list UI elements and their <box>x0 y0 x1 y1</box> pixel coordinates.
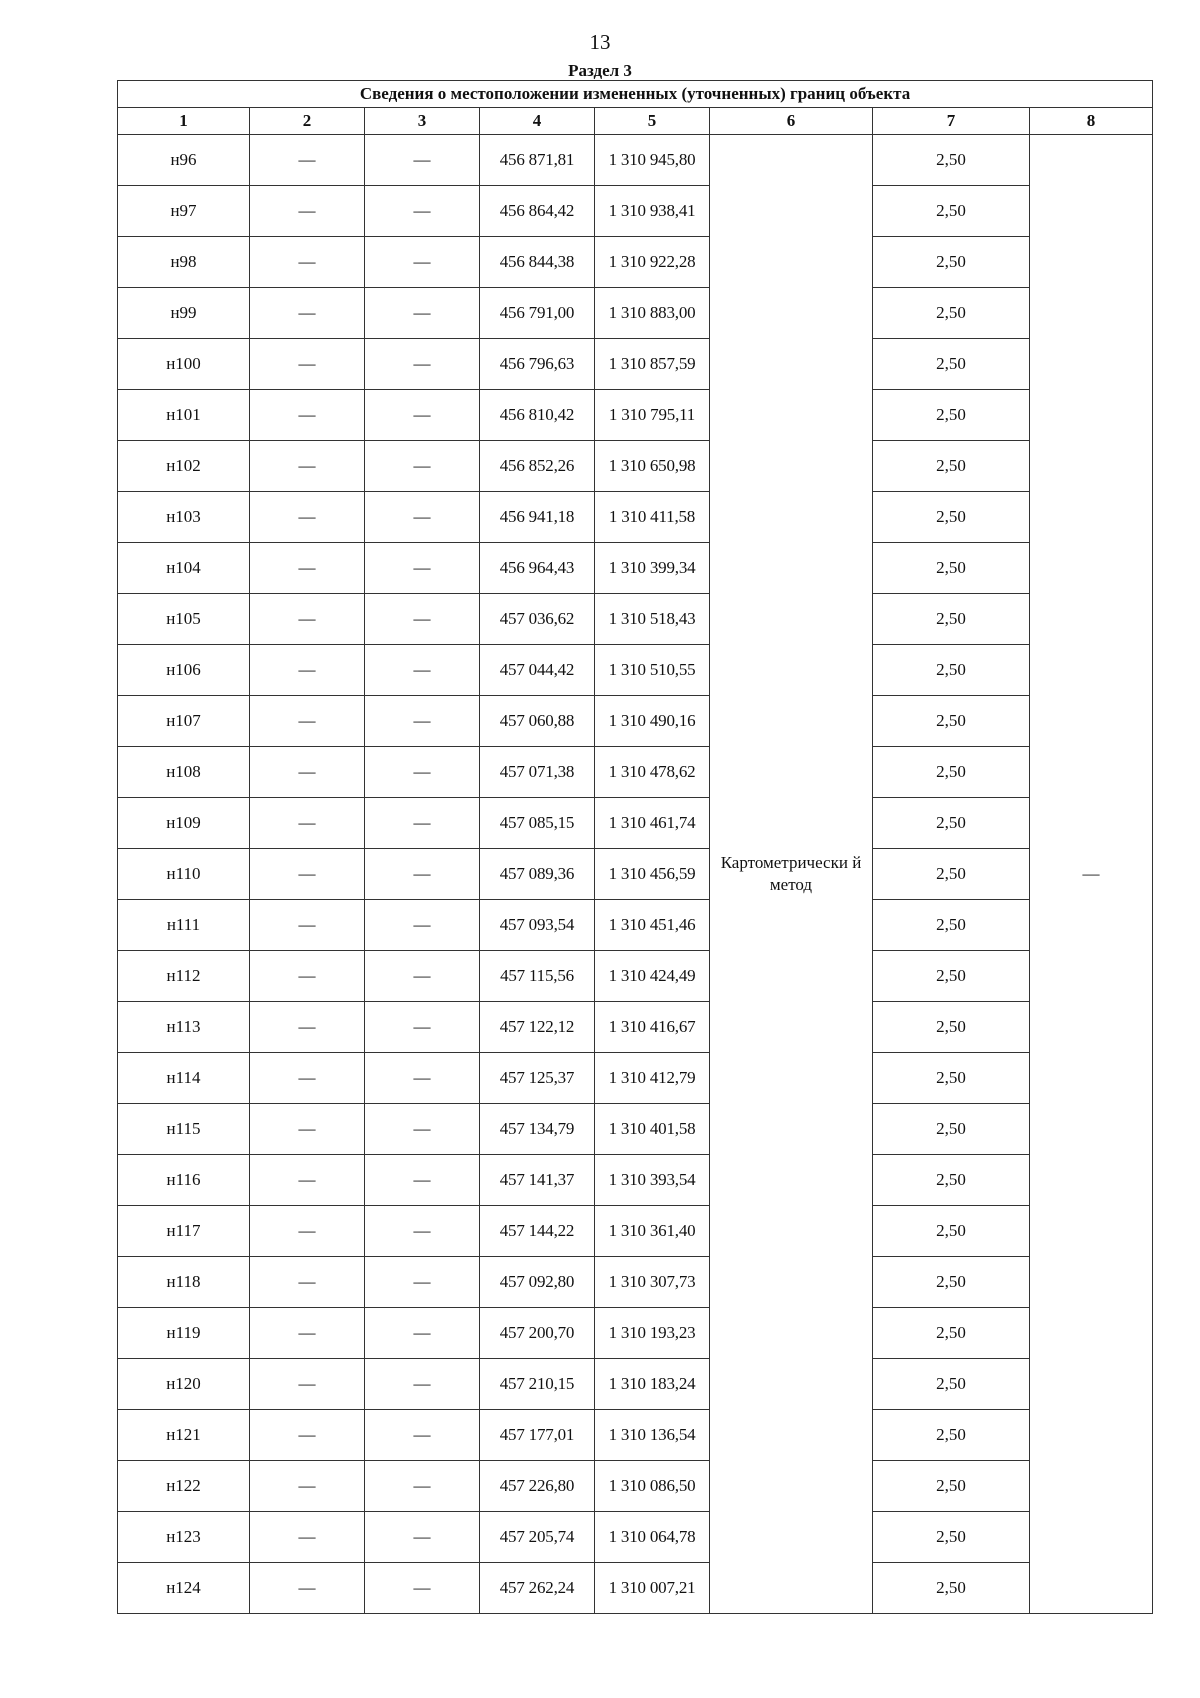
table-row <box>118 1002 1153 1053</box>
column-3-cell: — <box>365 900 480 951</box>
table-row <box>118 441 1153 492</box>
point-cell: н114 <box>118 1053 250 1104</box>
accuracy-cell: 2,50 <box>873 747 1030 798</box>
point-cell: н99 <box>118 288 250 339</box>
point-cell: н100 <box>118 339 250 390</box>
column-number-7: 7 <box>873 108 1030 135</box>
table-row <box>118 1308 1153 1359</box>
column-number-8: 8 <box>1030 108 1153 135</box>
table-row <box>118 186 1153 237</box>
y-coordinate-cell: 1 310 424,49 <box>595 951 710 1002</box>
accuracy-cell: 2,50 <box>873 543 1030 594</box>
y-coordinate-cell: 1 310 007,21 <box>595 1563 710 1614</box>
column-3-cell: — <box>365 1461 480 1512</box>
y-coordinate-cell: 1 310 883,00 <box>595 288 710 339</box>
point-cell: н115 <box>118 1104 250 1155</box>
x-coordinate-cell: 457 092,80 <box>480 1257 595 1308</box>
table-caption: Сведения о местоположении измененных (уточненных) границ объекта <box>118 81 1153 108</box>
table-row <box>118 798 1153 849</box>
point-cell: н112 <box>118 951 250 1002</box>
column-2-cell: — <box>250 900 365 951</box>
x-coordinate-cell: 457 205,74 <box>480 1512 595 1563</box>
column-3-cell: — <box>365 288 480 339</box>
column-3-cell: — <box>365 1155 480 1206</box>
y-coordinate-cell: 1 310 361,40 <box>595 1206 710 1257</box>
y-coordinate-cell: 1 310 857,59 <box>595 339 710 390</box>
y-coordinate-cell: 1 310 478,62 <box>595 747 710 798</box>
accuracy-cell: 2,50 <box>873 339 1030 390</box>
y-coordinate-cell: 1 310 064,78 <box>595 1512 710 1563</box>
table-row <box>118 390 1153 441</box>
column-2-cell: — <box>250 237 365 288</box>
y-coordinate-cell: 1 310 922,28 <box>595 237 710 288</box>
x-coordinate-cell: 457 036,62 <box>480 594 595 645</box>
column-3-cell: — <box>365 441 480 492</box>
x-coordinate-cell: 457 071,38 <box>480 747 595 798</box>
column-3-cell: — <box>365 1563 480 1614</box>
table-row <box>118 849 1153 900</box>
accuracy-cell: 2,50 <box>873 798 1030 849</box>
column-3-cell: — <box>365 186 480 237</box>
x-coordinate-cell: 457 226,80 <box>480 1461 595 1512</box>
accuracy-cell: 2,50 <box>873 1002 1030 1053</box>
x-coordinate-cell: 456 810,42 <box>480 390 595 441</box>
y-coordinate-cell: 1 310 650,98 <box>595 441 710 492</box>
column-2-cell: — <box>250 1104 365 1155</box>
column-3-cell: — <box>365 237 480 288</box>
table-row <box>118 900 1153 951</box>
x-coordinate-cell: 456 864,42 <box>480 186 595 237</box>
column-2-cell: — <box>250 1002 365 1053</box>
y-coordinate-cell: 1 310 399,34 <box>595 543 710 594</box>
column-2-cell: — <box>250 747 365 798</box>
y-coordinate-cell: 1 310 193,23 <box>595 1308 710 1359</box>
x-coordinate-cell: 457 093,54 <box>480 900 595 951</box>
column-number-2: 2 <box>250 108 365 135</box>
accuracy-cell: 2,50 <box>873 288 1030 339</box>
point-cell: н116 <box>118 1155 250 1206</box>
table-row <box>118 1410 1153 1461</box>
table-row <box>118 747 1153 798</box>
point-cell: н113 <box>118 1002 250 1053</box>
y-coordinate-cell: 1 310 136,54 <box>595 1410 710 1461</box>
table-row <box>118 594 1153 645</box>
column-8-cell: — <box>1030 135 1153 1614</box>
x-coordinate-cell: 456 791,00 <box>480 288 595 339</box>
table-row <box>118 645 1153 696</box>
column-3-cell: — <box>365 696 480 747</box>
column-2-cell: — <box>250 390 365 441</box>
accuracy-cell: 2,50 <box>873 1410 1030 1461</box>
accuracy-cell: 2,50 <box>873 186 1030 237</box>
column-number-5: 5 <box>595 108 710 135</box>
page-number: 13 <box>589 30 611 54</box>
column-2-cell: — <box>250 696 365 747</box>
column-number-row <box>118 108 1153 135</box>
column-2-cell: — <box>250 543 365 594</box>
point-cell: н109 <box>118 798 250 849</box>
table-row <box>118 951 1153 1002</box>
column-3-cell: — <box>365 645 480 696</box>
column-2-cell: — <box>250 1461 365 1512</box>
x-coordinate-cell: 457 144,22 <box>480 1206 595 1257</box>
table-row <box>118 696 1153 747</box>
column-2-cell: — <box>250 288 365 339</box>
column-3-cell: — <box>365 543 480 594</box>
table-row <box>118 1104 1153 1155</box>
x-coordinate-cell: 457 210,15 <box>480 1359 595 1410</box>
x-coordinate-cell: 457 125,37 <box>480 1053 595 1104</box>
accuracy-cell: 2,50 <box>873 1104 1030 1155</box>
accuracy-cell: 2,50 <box>873 594 1030 645</box>
column-2-cell: — <box>250 951 365 1002</box>
column-3-cell: — <box>365 390 480 441</box>
column-3-cell: — <box>365 747 480 798</box>
y-coordinate-cell: 1 310 518,43 <box>595 594 710 645</box>
y-coordinate-cell: 1 310 411,58 <box>595 492 710 543</box>
accuracy-cell: 2,50 <box>873 1461 1030 1512</box>
method-cell: Картометрически й метод <box>710 135 873 1614</box>
table-body <box>118 135 1153 1614</box>
point-cell: н122 <box>118 1461 250 1512</box>
column-2-cell: — <box>250 1563 365 1614</box>
point-cell: н96 <box>118 135 250 186</box>
x-coordinate-cell: 457 115,56 <box>480 951 595 1002</box>
column-2-cell: — <box>250 1155 365 1206</box>
point-cell: н103 <box>118 492 250 543</box>
y-coordinate-cell: 1 310 183,24 <box>595 1359 710 1410</box>
table-row <box>118 1206 1153 1257</box>
y-coordinate-cell: 1 310 945,80 <box>595 135 710 186</box>
accuracy-cell: 2,50 <box>873 849 1030 900</box>
x-coordinate-cell: 456 852,26 <box>480 441 595 492</box>
table-row <box>118 339 1153 390</box>
accuracy-cell: 2,50 <box>873 441 1030 492</box>
x-coordinate-cell: 457 122,12 <box>480 1002 595 1053</box>
table-row <box>118 543 1153 594</box>
column-3-cell: — <box>365 798 480 849</box>
point-cell: н108 <box>118 747 250 798</box>
accuracy-cell: 2,50 <box>873 390 1030 441</box>
column-3-cell: — <box>365 1002 480 1053</box>
column-2-cell: — <box>250 798 365 849</box>
column-2-cell: — <box>250 1206 365 1257</box>
table-row <box>118 1461 1153 1512</box>
x-coordinate-cell: 457 134,79 <box>480 1104 595 1155</box>
accuracy-cell: 2,50 <box>873 1257 1030 1308</box>
y-coordinate-cell: 1 310 461,74 <box>595 798 710 849</box>
point-cell: н110 <box>118 849 250 900</box>
accuracy-cell: 2,50 <box>873 645 1030 696</box>
point-cell: н121 <box>118 1410 250 1461</box>
column-3-cell: — <box>365 849 480 900</box>
column-3-cell: — <box>365 1104 480 1155</box>
column-3-cell: — <box>365 951 480 1002</box>
table-row <box>118 492 1153 543</box>
x-coordinate-cell: 456 871,81 <box>480 135 595 186</box>
accuracy-cell: 2,50 <box>873 900 1030 951</box>
point-cell: н105 <box>118 594 250 645</box>
accuracy-cell: 2,50 <box>873 1206 1030 1257</box>
column-3-cell: — <box>365 135 480 186</box>
accuracy-cell: 2,50 <box>873 951 1030 1002</box>
column-2-cell: — <box>250 1053 365 1104</box>
column-3-cell: — <box>365 1257 480 1308</box>
section-title: Раздел 3 <box>568 61 632 80</box>
table-row <box>118 237 1153 288</box>
y-coordinate-cell: 1 310 416,67 <box>595 1002 710 1053</box>
column-3-cell: — <box>365 1410 480 1461</box>
table-row <box>118 1155 1153 1206</box>
point-cell: н120 <box>118 1359 250 1410</box>
column-2-cell: — <box>250 135 365 186</box>
accuracy-cell: 2,50 <box>873 1308 1030 1359</box>
accuracy-cell: 2,50 <box>873 135 1030 186</box>
point-cell: н107 <box>118 696 250 747</box>
column-2-cell: — <box>250 186 365 237</box>
accuracy-cell: 2,50 <box>873 1563 1030 1614</box>
x-coordinate-cell: 457 060,88 <box>480 696 595 747</box>
x-coordinate-cell: 457 177,01 <box>480 1410 595 1461</box>
x-coordinate-cell: 457 089,36 <box>480 849 595 900</box>
point-cell: н98 <box>118 237 250 288</box>
y-coordinate-cell: 1 310 795,11 <box>595 390 710 441</box>
accuracy-cell: 2,50 <box>873 492 1030 543</box>
column-2-cell: — <box>250 339 365 390</box>
y-coordinate-cell: 1 310 401,58 <box>595 1104 710 1155</box>
y-coordinate-cell: 1 310 456,59 <box>595 849 710 900</box>
x-coordinate-cell: 457 262,24 <box>480 1563 595 1614</box>
table-row <box>118 1512 1153 1563</box>
x-coordinate-cell: 457 200,70 <box>480 1308 595 1359</box>
point-cell: н102 <box>118 441 250 492</box>
column-number-6: 6 <box>710 108 873 135</box>
y-coordinate-cell: 1 310 393,54 <box>595 1155 710 1206</box>
column-3-cell: — <box>365 1359 480 1410</box>
column-number-1: 1 <box>118 108 250 135</box>
column-2-cell: — <box>250 645 365 696</box>
column-2-cell: — <box>250 849 365 900</box>
table-row <box>118 135 1153 186</box>
point-cell: н97 <box>118 186 250 237</box>
column-3-cell: — <box>365 1053 480 1104</box>
point-cell: н123 <box>118 1512 250 1563</box>
column-3-cell: — <box>365 1308 480 1359</box>
column-3-cell: — <box>365 492 480 543</box>
column-2-cell: — <box>250 1257 365 1308</box>
y-coordinate-cell: 1 310 307,73 <box>595 1257 710 1308</box>
y-coordinate-cell: 1 310 412,79 <box>595 1053 710 1104</box>
table-row <box>118 1257 1153 1308</box>
column-2-cell: — <box>250 1308 365 1359</box>
accuracy-cell: 2,50 <box>873 237 1030 288</box>
y-coordinate-cell: 1 310 086,50 <box>595 1461 710 1512</box>
y-coordinate-cell: 1 310 490,16 <box>595 696 710 747</box>
column-2-cell: — <box>250 492 365 543</box>
x-coordinate-cell: 456 964,43 <box>480 543 595 594</box>
column-number-4: 4 <box>480 108 595 135</box>
point-cell: н101 <box>118 390 250 441</box>
x-coordinate-cell: 456 941,18 <box>480 492 595 543</box>
point-cell: н104 <box>118 543 250 594</box>
y-coordinate-cell: 1 310 938,41 <box>595 186 710 237</box>
point-cell: н106 <box>118 645 250 696</box>
accuracy-cell: 2,50 <box>873 1359 1030 1410</box>
table-row <box>118 1359 1153 1410</box>
accuracy-cell: 2,50 <box>873 1512 1030 1563</box>
table-row <box>118 1563 1153 1614</box>
point-cell: н119 <box>118 1308 250 1359</box>
accuracy-cell: 2,50 <box>873 696 1030 747</box>
point-cell: н117 <box>118 1206 250 1257</box>
column-2-cell: — <box>250 1359 365 1410</box>
boundary-coordinates-table <box>117 80 1153 1614</box>
column-3-cell: — <box>365 1512 480 1563</box>
point-cell: н124 <box>118 1563 250 1614</box>
table-row <box>118 1053 1153 1104</box>
x-coordinate-cell: 457 085,15 <box>480 798 595 849</box>
column-2-cell: — <box>250 441 365 492</box>
y-coordinate-cell: 1 310 451,46 <box>595 900 710 951</box>
y-coordinate-cell: 1 310 510,55 <box>595 645 710 696</box>
x-coordinate-cell: 456 844,38 <box>480 237 595 288</box>
column-2-cell: — <box>250 1512 365 1563</box>
accuracy-cell: 2,50 <box>873 1155 1030 1206</box>
table-row <box>118 288 1153 339</box>
column-2-cell: — <box>250 1410 365 1461</box>
column-3-cell: — <box>365 594 480 645</box>
column-2-cell: — <box>250 594 365 645</box>
column-3-cell: — <box>365 1206 480 1257</box>
x-coordinate-cell: 456 796,63 <box>480 339 595 390</box>
accuracy-cell: 2,50 <box>873 1053 1030 1104</box>
column-3-cell: — <box>365 339 480 390</box>
column-number-3: 3 <box>365 108 480 135</box>
x-coordinate-cell: 457 044,42 <box>480 645 595 696</box>
x-coordinate-cell: 457 141,37 <box>480 1155 595 1206</box>
point-cell: н118 <box>118 1257 250 1308</box>
point-cell: н111 <box>118 900 250 951</box>
